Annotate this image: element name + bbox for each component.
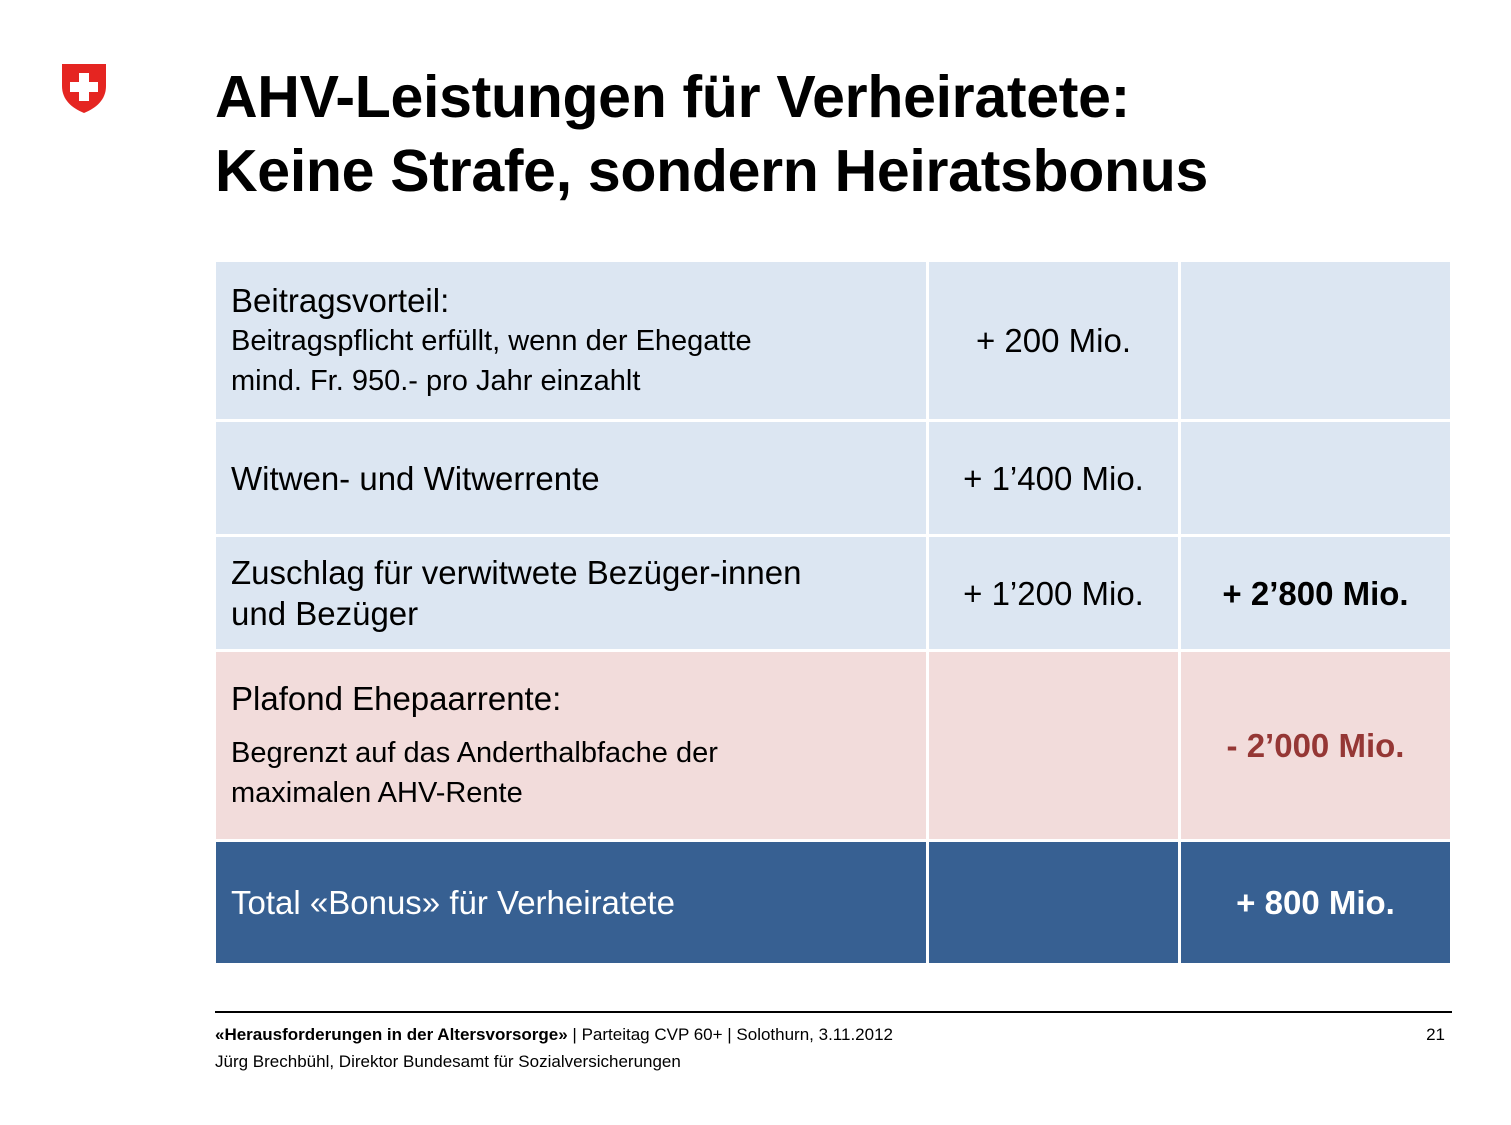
subtotal-cell xyxy=(1180,261,1452,421)
row-label-line: und Bezüger xyxy=(231,595,419,632)
page-title xyxy=(215,60,1465,208)
title-line-2: Keine Strafe, sondern Heiratsbonus xyxy=(215,138,1209,204)
swiss-cross-shield-icon xyxy=(60,62,108,114)
row-label-cell xyxy=(215,651,928,841)
subtotal-cell: + 2’800 Mio. xyxy=(1180,536,1452,651)
row-label-cell xyxy=(215,261,928,421)
footer-event-details: | Parteitag CVP 60+ | Solothurn, 3.11.2012 xyxy=(567,1025,893,1044)
subtotal-cell xyxy=(1180,421,1452,536)
amount-cell: + 1’200 Mio. xyxy=(928,536,1180,651)
table-row xyxy=(215,421,1452,536)
total-label-cell: Total «Bonus» für Verheiratete xyxy=(215,841,928,965)
footer-speaker: Jürg Brechbühl, Direktor Bundesamt für Sozialversicherungen xyxy=(215,1052,681,1071)
footer-divider xyxy=(215,1011,1452,1013)
row-sub-line: maximalen AHV-Rente xyxy=(231,777,523,809)
total-row xyxy=(215,841,1452,965)
page-number: 21 xyxy=(1426,1025,1445,1044)
row-label-cell xyxy=(215,536,928,651)
row-sub-line: mind. Fr. 950.- pro Jahr einzahlt xyxy=(231,365,641,397)
benefits-table xyxy=(213,259,1453,966)
footer-event-title: «Herausforderungen in der Altersvorsorge» xyxy=(215,1025,568,1044)
footer xyxy=(215,1021,893,1075)
amount-cell: + 1’400 Mio. xyxy=(928,421,1180,536)
row-sub-line: Begrenzt auf das Anderthalbfache der xyxy=(231,737,718,769)
table-row xyxy=(215,261,1452,421)
row-label-cell: Witwen- und Witwerrente xyxy=(215,421,928,536)
amount-cell xyxy=(928,841,1180,965)
table-row xyxy=(215,536,1452,651)
row-label-line: Zuschlag für verwitwete Bezüger-innen xyxy=(231,554,802,591)
row-label: Plafond Ehepaarrente: xyxy=(231,680,562,717)
row-label: Beitragsvorteil: xyxy=(231,282,450,319)
row-sub-line: Beitragspflicht erfüllt, wenn der Ehegatte xyxy=(231,325,752,357)
table-row xyxy=(215,651,1452,841)
amount-cell: + 200 Mio. xyxy=(928,261,1180,421)
total-value-cell: + 800 Mio. xyxy=(1180,841,1452,965)
subtotal-cell: - 2’000 Mio. xyxy=(1180,651,1452,841)
footer-event-line xyxy=(215,1021,893,1048)
title-line-1: AHV-Leistungen für Verheiratete: xyxy=(215,64,1130,130)
amount-cell xyxy=(928,651,1180,841)
